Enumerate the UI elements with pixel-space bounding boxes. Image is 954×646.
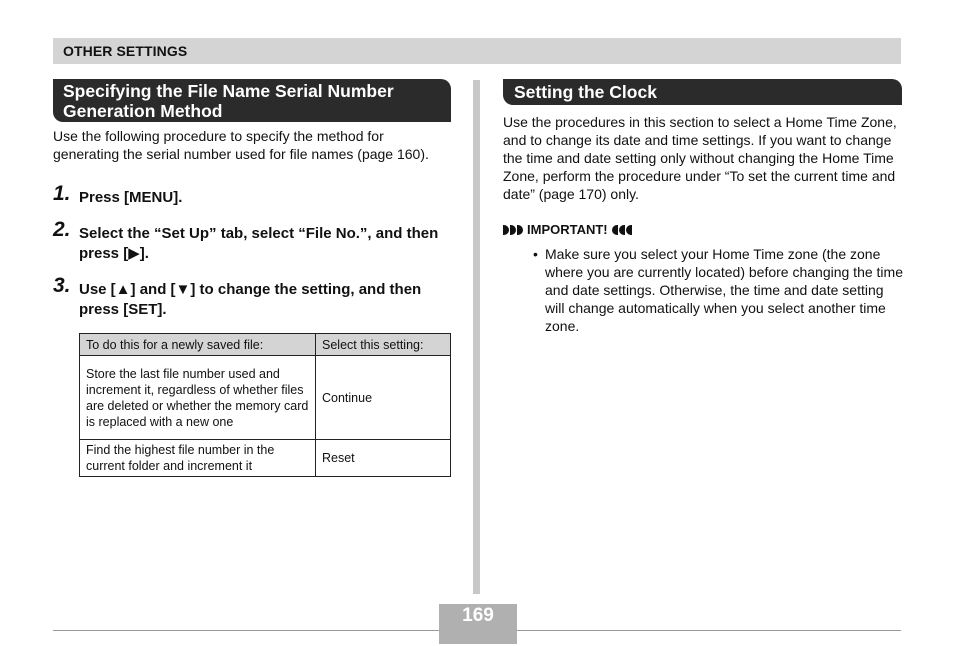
important-bullet-item <box>533 245 903 335</box>
left-intro-text: Use the following procedure to specify the method for generating the serial number used for file names (page 160). <box>53 128 429 162</box>
important-note-label <box>503 222 632 237</box>
step-1 <box>53 182 449 208</box>
important-left-marks-icon <box>503 225 523 235</box>
step-2 <box>53 218 449 264</box>
page-number: 169 <box>462 605 494 626</box>
table-cell: Reset <box>316 440 451 477</box>
bullet-text: Make sure you select your Home Time zone (the zone where you are currently located) before changing the time and date settings. Otherwise, the time and date setting will change automatically when you select another time zone. <box>545 246 903 334</box>
table-cell: Find the highest file number in the current folder and increment it <box>80 440 316 477</box>
section-title: OTHER SETTINGS <box>63 43 188 59</box>
step-text: Press [MENU]. <box>79 189 183 206</box>
step-number: 2. <box>53 218 71 241</box>
table-header-row <box>80 334 451 356</box>
right-intro-text: Use the procedures in this section to select a Home Time Zone, and to change its date and time settings. If you want to change the time and date setting only without changing the Home Time Zone, perform the procedure under “To set the current time and date” (page 170) only. <box>503 114 897 202</box>
column-divider <box>473 80 480 594</box>
step-number: 3. <box>53 274 71 297</box>
table-cell: Store the last file number used and increment it, regardless of whether files are deleted or whether the memory card is replaced with a new one <box>80 356 316 440</box>
left-section-heading: Specifying the File Name Serial Number Generation Method <box>53 79 451 122</box>
table-header-cell: To do this for a newly saved file: <box>80 334 316 356</box>
table-header-cell: Select this setting: <box>316 334 451 356</box>
file-number-settings-table <box>79 333 451 477</box>
step-text: Select the “Set Up” tab, select “File No.”, and then press [▶]. <box>79 225 439 262</box>
important-label-text: IMPORTANT! <box>527 222 608 237</box>
step-number: 1. <box>53 182 71 205</box>
bullet-icon: • <box>533 246 538 262</box>
table-row <box>80 440 451 477</box>
step-3 <box>53 274 449 320</box>
step-text: Use [▲] and [▼] to change the setting, and then press [SET]. <box>79 281 422 318</box>
important-right-marks-icon <box>612 225 632 235</box>
right-section-heading: Setting the Clock <box>503 79 902 105</box>
table-row <box>80 356 451 440</box>
page-number-box <box>439 604 517 644</box>
section-header-bar <box>53 38 901 64</box>
table-cell: Continue <box>316 356 451 440</box>
